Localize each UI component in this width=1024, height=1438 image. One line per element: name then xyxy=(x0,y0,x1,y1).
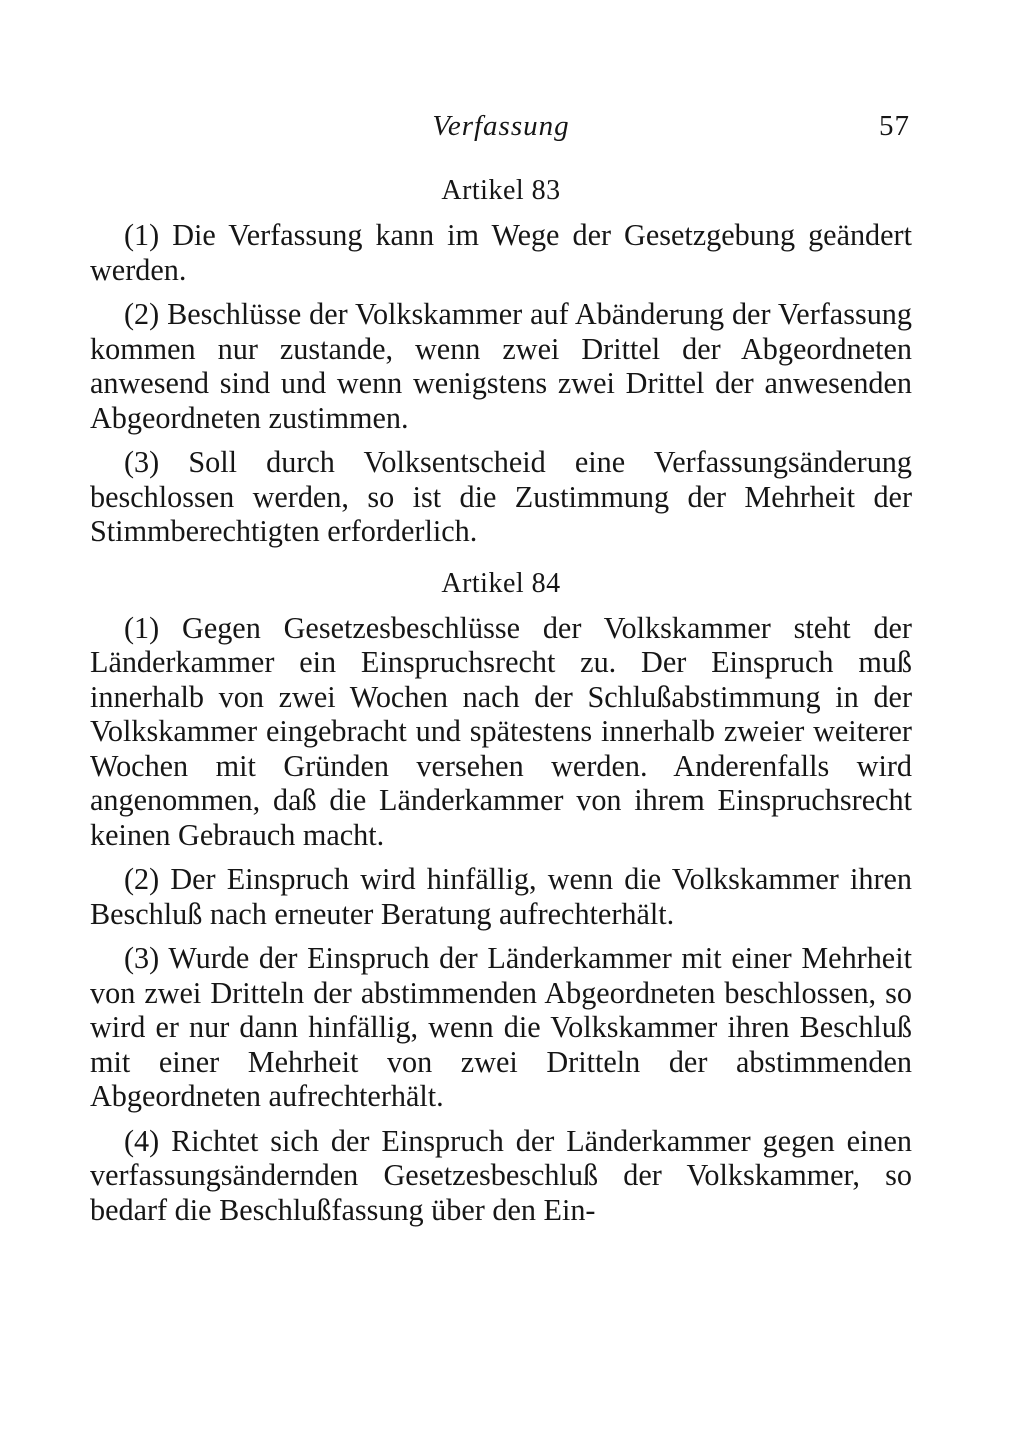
article-84-paragraph-2: (2) Der Einspruch wird hinfällig, wenn die Volkskammer ihren Beschluß nach erneuter Beratung aufrechterhält. xyxy=(90,862,912,931)
article-83 xyxy=(90,174,912,549)
running-title: Verfassung xyxy=(432,110,570,142)
running-head xyxy=(90,100,912,156)
article-84-paragraph-3: (3) Wurde der Einspruch der Länderkammer mit einer Mehrheit von zwei Dritteln der abstimmenden Abgeordneten beschlossen, so wird er nur dann hinfällig, wenn die Volkskammer ihren Beschluß mit einer Mehrheit von zwei Dritteln der abstimmenden Abgeordneten aufrechterhält. xyxy=(90,941,912,1113)
article-heading: Artikel 83 xyxy=(441,175,561,206)
book-page xyxy=(90,100,912,1227)
article-84-paragraph-4: (4) Richtet sich der Einspruch der Länderkammer gegen einen verfassungsändernden Gesetzesbeschluß der Volkskammer, so bedarf die Beschlußfassung über den Ein- xyxy=(90,1123,912,1227)
article-83-paragraph-3: (3) Soll durch Volksentscheid eine Verfassungsänderung beschlossen werden, so ist die Zustimmung der Mehrheit der Stimmberechtigten erforderlich. xyxy=(90,445,912,548)
article-84-paragraph-1: (1) Gegen Gesetzesbeschlüsse der Volkskammer steht der Länderkammer ein Einspruchsrecht zu. Der Einspruch muß innerhalb von zwei Wochen nach der Schlußabstimmung in der Volkskammer eingebracht und spätestens innerhalb zweier weiterer Wochen mit Gründen versehen werden. Anderenfalls wird angenommen, daß die Länderkammer von ihrem Einspruchsrecht keinen Gebrauch macht. xyxy=(90,610,912,852)
article-84 xyxy=(90,567,912,1228)
page-number: 57 xyxy=(879,110,910,142)
article-83-paragraph-2: (2) Beschlüsse der Volkskammer auf Abänderung der Verfassung kommen nur zustande, wenn zwei Drittel der Abgeordneten anwesend sind und wenn wenigstens zwei Drittel der anwesenden Abgeordneten zustimmen. xyxy=(90,297,912,435)
article-heading: Artikel 84 xyxy=(441,567,561,599)
article-83-paragraph-1: (1) Die Verfassung kann im Wege der Gesetzgebung geändert werden. xyxy=(90,218,912,287)
